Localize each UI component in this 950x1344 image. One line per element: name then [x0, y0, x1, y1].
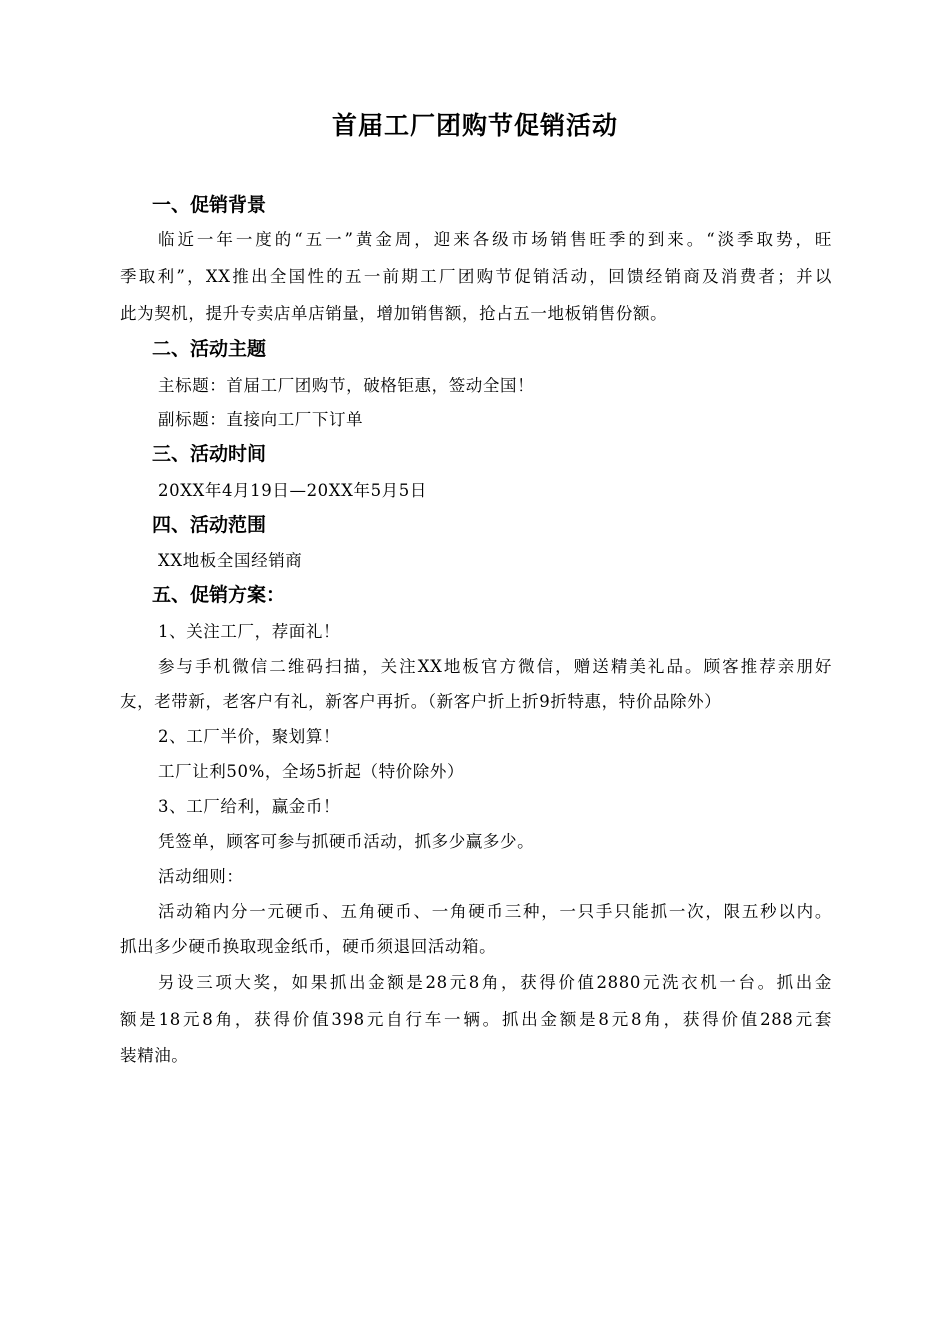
main-title-line: 主标题：首届工厂团购节，破格钜惠，签动全国！ [158, 376, 535, 395]
section-heading-time: 三、活动时间 [152, 443, 267, 465]
paragraph-line: 此为契机，提升专卖店单店销量，增加销售额，抢占五一地板销售份额。 [120, 304, 668, 323]
paragraph-line: 工厂让利50%，全场5折起（特价除外） [158, 762, 465, 781]
paragraph-line: 另设三项大奖，如果抓出金额是28元8角，获得价值2880元洗衣机一台。抓出金 [158, 973, 832, 992]
scope-line: XX地板全国经销商 [158, 551, 303, 570]
plan-item-heading: 1、关注工厂，荐面礼！ [158, 622, 341, 641]
rules-label: 活动细则： [158, 867, 244, 886]
paragraph-line: 额是18元8角，获得价值398元自行车一辆。抓出金额是8元8角，获得价值288元套 [120, 1010, 832, 1029]
paragraph-line: 抓出多少硬币换取现金纸币，硬币须退回活动箱。 [120, 937, 497, 956]
section-heading-background: 一、促销背景 [152, 194, 267, 216]
section-heading-scope: 四、活动范围 [152, 514, 267, 536]
subtitle-line: 副标题：直接向工厂下订单 [158, 410, 364, 429]
paragraph-line: 季取利”，XX推出全国性的五一前期工厂团购节促销活动，回馈经销商及消费者；并以 [120, 267, 832, 286]
date-range-line: 20XX年4月19日—20XX年5月5日 [158, 481, 427, 500]
plan-item-heading: 3、工厂给利，赢金币！ [158, 797, 341, 816]
paragraph-line: 友，老带新，老客户有礼，新客户再折。（新客户折上折9折特惠，特价品除外） [120, 692, 722, 711]
paragraph-line: 参与手机微信二维码扫描，关注XX地板官方微信，赠送精美礼品。顾客推荐亲朋好 [158, 657, 832, 676]
paragraph-line: 临近一年一度的“五一”黄金周，迎来各级市场销售旺季的到来。“淡季取势，旺 [158, 230, 832, 249]
document-title: 首届工厂团购节促销活动 [331, 111, 618, 140]
section-heading-plan: 五、促销方案： [152, 584, 286, 606]
paragraph-line: 活动箱内分一元硬币、五角硬币、一角硬币三种，一只手只能抓一次，限五秒以内。 [158, 902, 832, 921]
paragraph-line: 凭签单，顾客可参与抓硬币活动，抓多少赢多少。 [158, 832, 535, 851]
paragraph-line: 装精油。 [120, 1046, 189, 1065]
section-heading-theme: 二、活动主题 [152, 338, 267, 360]
plan-item-heading: 2、工厂半价，聚划算！ [158, 727, 341, 746]
